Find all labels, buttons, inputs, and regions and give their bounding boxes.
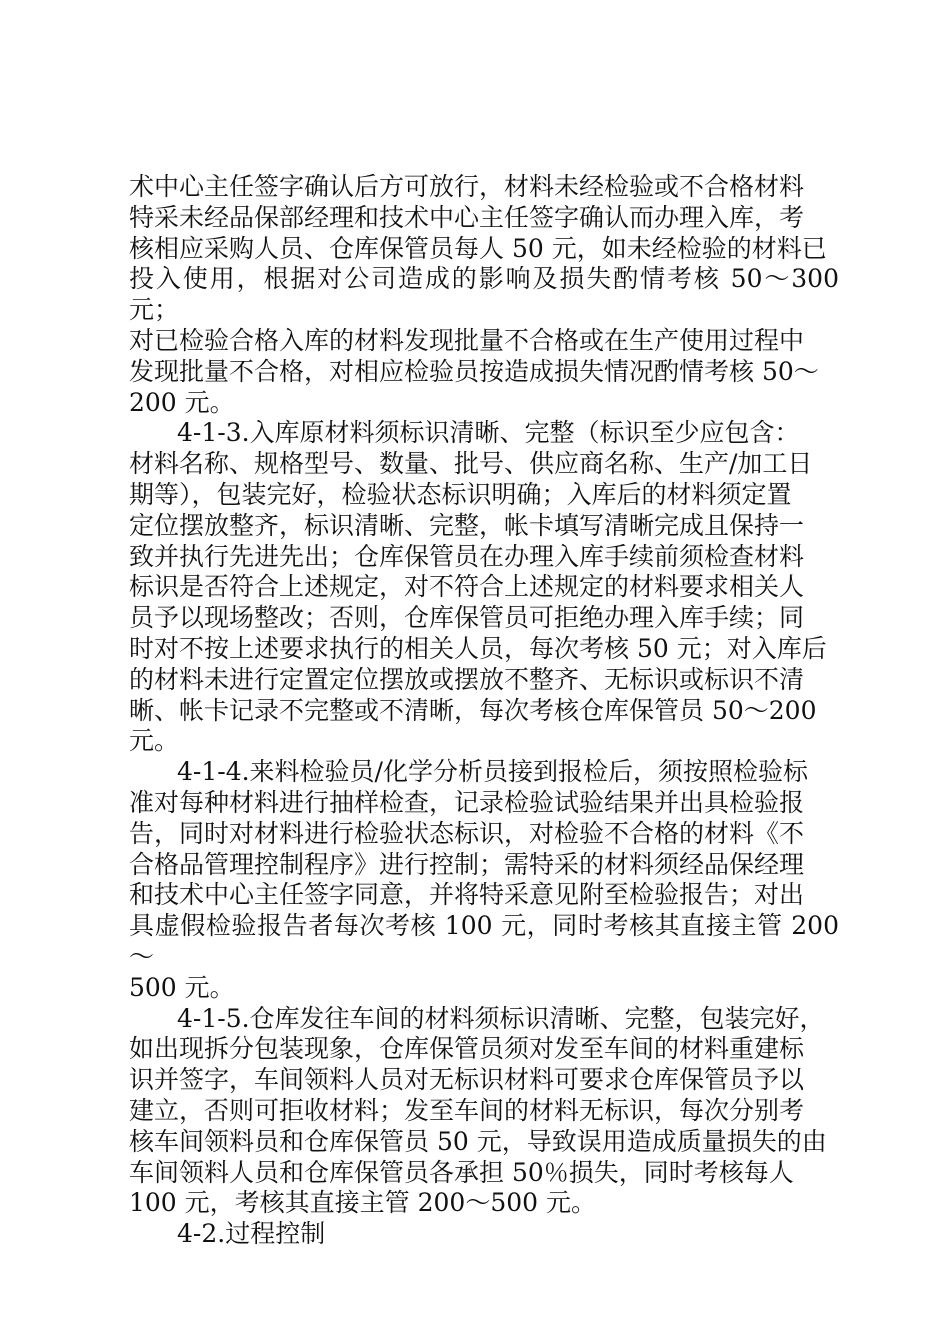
document-body: [129, 172, 839, 1250]
paragraph-4-1-3: 4-1-3.入库原材料须标识清晰、完整（标识至少应包含： 材料名称、规格型号、数量、批号、供应商名称、生产/加工日 期等），包装完好，检验状态标识明确；入库后的材料须定置 定位摆放整齐，标识清晰、完整，帐卡填写清晰完成且保持一 致并执行先进先出；仓库保管员在办理入库手续前须检查材料 标识是否符合上述规定，对不符合上述规定的材料要求相关人 员予以现场整改；否则，仓库保管员可拒绝办理入库手续；同 时对不按上述要求执行的相关人员，每次考核 50 元；对入库后 的材料未进行定置定位摆放或摆放不整齐、无标识或标识不清 晰、帐卡记录不完整或不清晰，每次考核仓库保管员 50～200 元。: [129, 418, 827, 756]
paragraph-4-1-4: 4-1-4.来料检验员/化学分析员接到报检后，须按照检验标 准对每种材料进行抽样检查，记录检验试验结果并出具检验报 告，同时对材料进行检验状态标识，对检验不合格的材料《不 合格品管理控制程序》进行控制；需特采的材料须经品保经理 和技术中心主任签字同意，并将特采意见附至检验报告；对出 具虚假检验报告者每次考核 100 元，同时考核其直接主管 200～ 500 元。: [129, 757, 839, 1002]
paragraph-continuation: 术中心主任签字确认后方可放行，材料未经检验或不合格材料 特采未经品保部经理和技术中心主任签字确认而办理入库，考 核相应采购人员、仓库保管员每人 50 元，如未经检验的材料已 投入使用，根据对公司造成的影响及损失酌情考核 50～300 元； 对已检验合格入库的材料发现批量不合格或在生产使用过程中 发现批量不合格，对相应检验员按造成损失情况酌情考核 50～ 200 元。: [129, 172, 839, 417]
paragraph-4-1-5: 4-1-5.仓库发往车间的材料须标识清晰、完整，包装完好， 如出现拆分包装现象，仓库保管员须对发至车间的材料重建标 识并签字，车间领料人员对无标识材料可要求仓库保管员予以 建立，否则可拒收材料；发至车间的材料无标识，每次分别考 核车间领料员和仓库保管员 50 元，导致误用造成质量损失的由 车间领料人员和仓库保管员各承担 50％损失，同时考核每人 100 元，考核其直接主管 200～500 元。: [129, 1003, 827, 1218]
section-heading-4-2: 4-2.过程控制: [177, 1219, 326, 1249]
